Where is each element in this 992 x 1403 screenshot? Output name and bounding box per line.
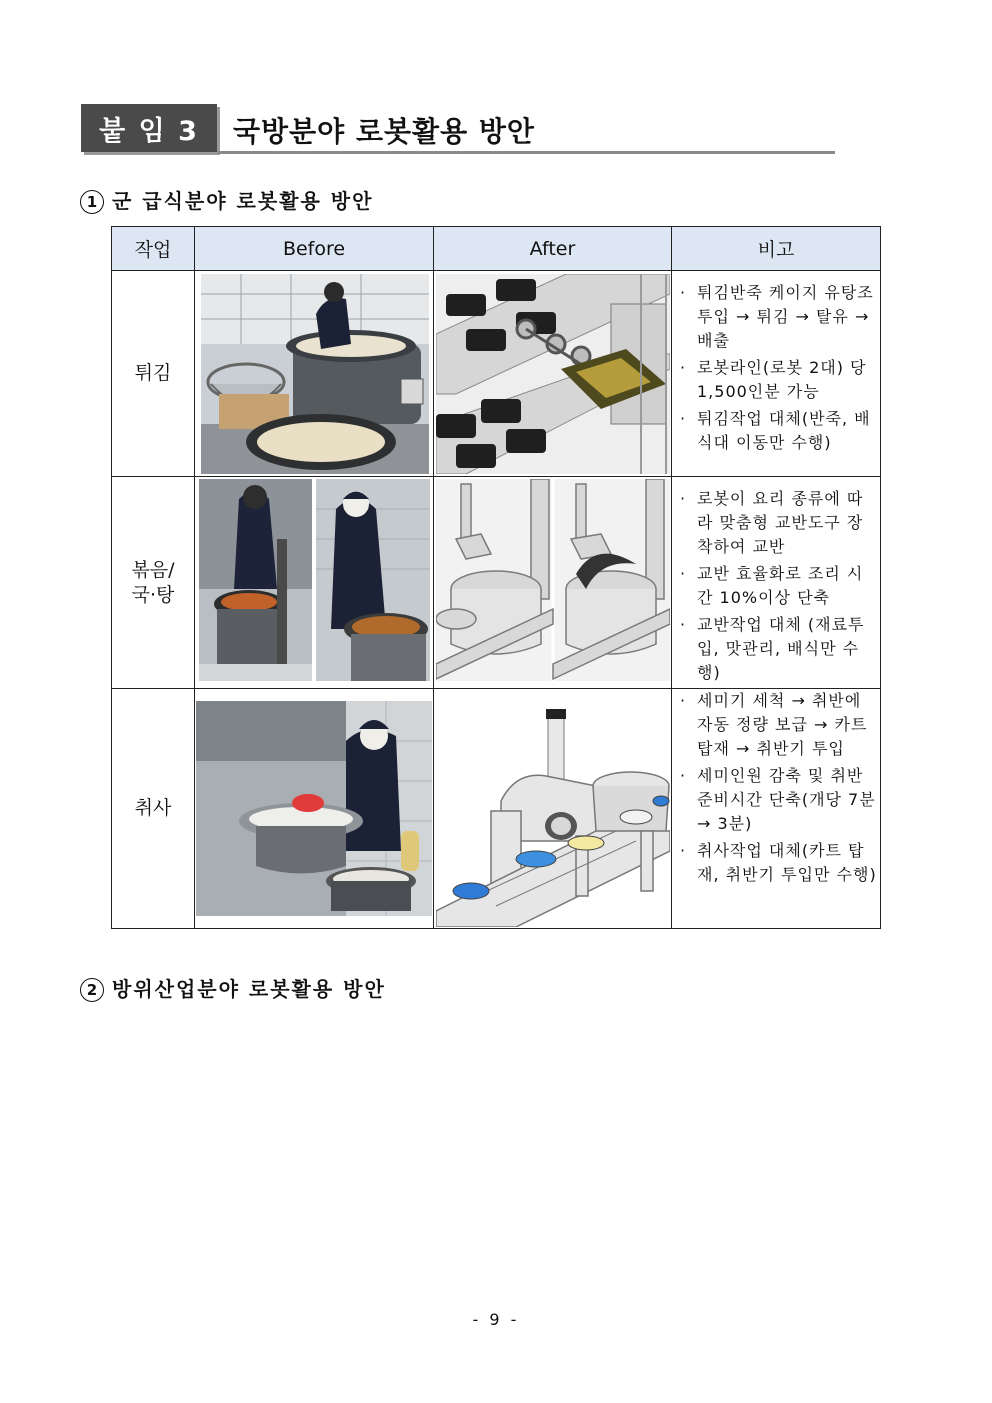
- task-cell: 취사: [112, 689, 195, 929]
- appendix-header: [81, 104, 835, 156]
- section-title-1: 군 급식분야 로봇활용 방안: [112, 189, 374, 213]
- remark-item: · 세미인원 감축 및 취반 준비시간 단축(개당 7분 → 3분): [680, 764, 878, 836]
- section-heading-1: [80, 185, 373, 214]
- remarks-cell: [672, 477, 881, 689]
- remark-item: · 로봇이 요리 종류에 따라 맞춤형 교반도구 장착하여 교반: [680, 487, 878, 559]
- robot-usage-table: [111, 226, 881, 929]
- section-number-2: 2: [80, 978, 104, 1002]
- remark-item: · 튀김반죽 케이지 유탕조 투입 → 튀김 → 탈유 → 배출: [680, 281, 878, 353]
- before-photo-cell: [195, 477, 434, 689]
- after-illustration-cell: [434, 271, 672, 477]
- after-illustration-cell: [434, 477, 672, 689]
- header-after: After: [434, 227, 672, 271]
- title-underline: [217, 151, 835, 154]
- table-row: [112, 477, 881, 689]
- cooking-before-photo: [196, 701, 432, 916]
- remark-item: · 교반 효율화로 조리 시간 10%이상 단축: [680, 562, 878, 610]
- after-illustration-cell: [434, 689, 672, 929]
- section-number-1: 1: [80, 190, 104, 214]
- stirfry-before-photo-1: [199, 479, 312, 681]
- remarks-cell: [672, 271, 881, 477]
- before-photo-cell: [195, 689, 434, 929]
- appendix-badge: 붙 임 3: [81, 104, 217, 152]
- remark-item: · 튀김작업 대체(반죽, 배식대 이동만 수행): [680, 407, 878, 455]
- table-header-row: [112, 227, 881, 271]
- header-task: 작업: [112, 227, 195, 271]
- remark-item: · 세미기 세척 → 취반에 자동 정량 보급 → 카트탑재 → 취반기 투입: [680, 689, 878, 761]
- table-row: [112, 689, 881, 929]
- remark-item: · 취사작업 대체(카트 탑재, 취반기 투입만 수행): [680, 839, 878, 887]
- page-title: 국방분야 로봇활용 방안: [233, 115, 535, 148]
- remark-item: · 로봇라인(로봇 2대) 당 1,500인분 가능: [680, 356, 878, 404]
- task-cell: 튀김: [112, 271, 195, 477]
- task-cell: 볶음/ 국·탕: [112, 477, 195, 689]
- stirfry-before-photo-2: [316, 479, 430, 681]
- remark-item: · 교반작업 대체 (재료투입, 맛관리, 배식만 수행): [680, 613, 878, 685]
- stirring-robot-illustration: [436, 479, 670, 681]
- header-remarks: 비고: [672, 227, 881, 271]
- cooking-robot-illustration: [436, 691, 670, 927]
- page-number: - 9 -: [472, 1310, 520, 1329]
- before-photo-cell: [195, 271, 434, 477]
- frying-robot-illustration: [436, 274, 670, 474]
- section-title-2: 방위산업분야 로봇활용 방안: [112, 977, 386, 1001]
- remarks-cell: [672, 689, 881, 929]
- table-row: [112, 271, 881, 477]
- section-heading-2: [80, 973, 386, 1002]
- header-before: Before: [195, 227, 434, 271]
- frying-before-photo: [201, 274, 429, 474]
